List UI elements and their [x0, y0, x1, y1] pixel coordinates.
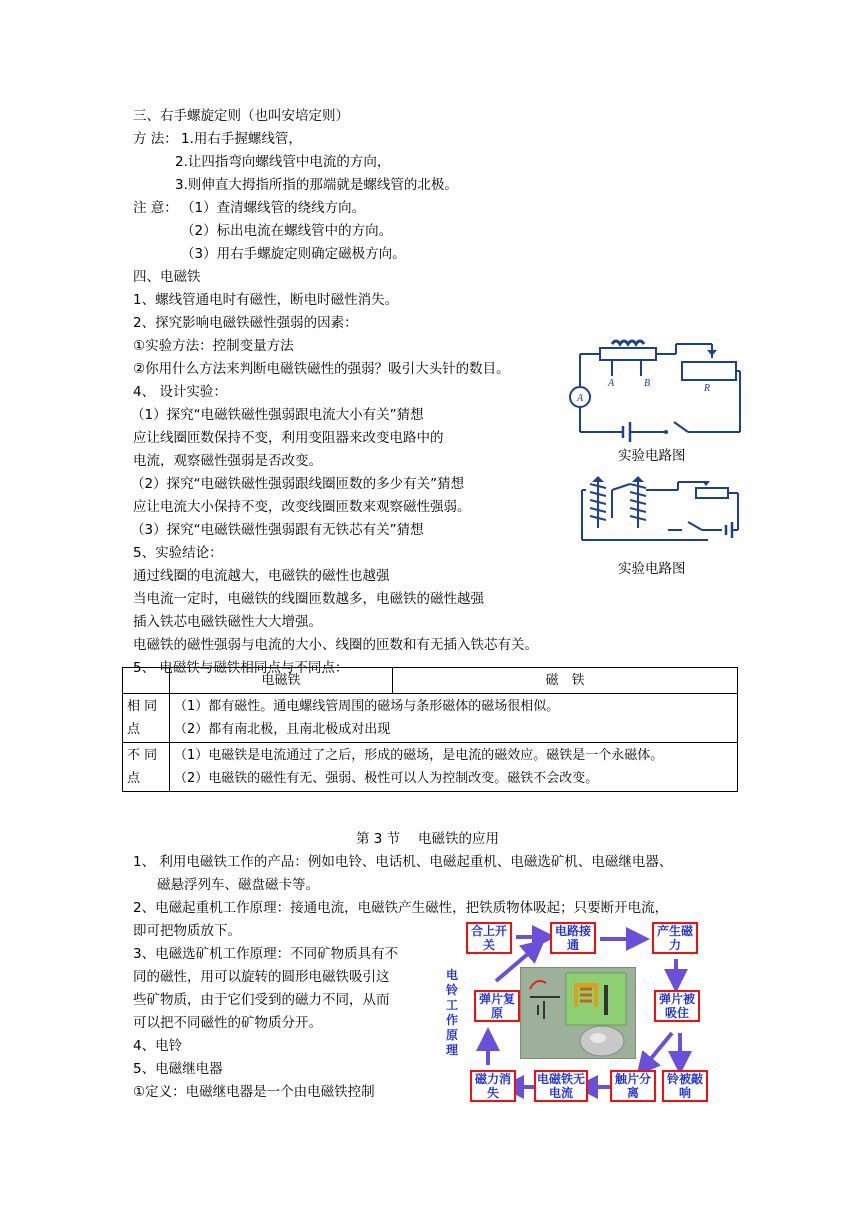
flow-step-contact-separate: 触片分离 — [610, 1070, 656, 1102]
method-step: 2.让四指弯向螺线管中电流的方向， — [175, 154, 391, 170]
text-line: 同的磁性，用可以旋转的圆形电磁铁吸引这 — [133, 969, 390, 985]
text-line: 磁悬浮列车、磁盘磁卡等。 — [157, 877, 319, 893]
text-line: 1、 利用电磁铁工作的产品：例如电铃、电话机、电磁起重机、电磁选矿机、电磁继电器、 — [133, 854, 673, 870]
text-line: 3、电磁选矿机工作原理：不同矿物质具有不 — [133, 946, 399, 962]
note-label: 注 意： — [133, 200, 178, 216]
flow-step-magnetism-gone: 磁力消失 — [470, 1070, 516, 1102]
circuit-diagram-coils — [578, 470, 744, 548]
text-line: 2、电磁起重机工作原理：接通电流，电磁铁产生磁性，把铁质物体吸起；只要断开电流， — [133, 900, 669, 916]
text-line: 5、 电磁铁与磁铁相同点与不同点： — [133, 660, 349, 676]
method-label: 方 法： — [133, 131, 178, 147]
point-b-label: B — [644, 378, 651, 389]
flow-step-circuit-on: 电路接通 — [550, 922, 596, 954]
flow-step-spring-reset: 弹片复原 — [474, 990, 520, 1022]
row-header: 不 同 点 — [123, 743, 170, 792]
table-cell: （1）都有磁性。通电螺线管周围的磁场与条形磁体的磁场很相似。 （2）都有南北极，且南北极成对出现 — [170, 694, 738, 743]
text-line: 1、螺线管通电时有磁性，断电时磁性消失。 — [133, 292, 399, 308]
text-line: ①定义：电磁继电器是一个由电磁铁控制 — [133, 1084, 375, 1100]
text-line: 当电流一定时，电磁铁的线圈匝数越多，电磁铁的磁性越强 — [133, 591, 484, 607]
point-a-label: A — [608, 378, 615, 389]
text-line: ①实验方法：控制变量方法 — [133, 338, 294, 354]
text-line: （3）探究“电磁铁磁性强弱跟有无铁芯有关”猜想 — [131, 522, 424, 538]
text-line: 2、探究影响电磁铁磁性强弱的因素： — [133, 315, 358, 331]
column-header: 电磁铁 — [170, 668, 393, 694]
column-header: 磁 铁 — [393, 668, 738, 694]
text-line: 电磁铁的磁性强弱与电流的大小、线圈的匝数和有无插入铁芯有关。 — [133, 637, 538, 653]
text-line: 可以把不同磁性的矿物质分开。 — [133, 1015, 322, 1031]
row-header: 相 同 点 — [123, 694, 170, 743]
circuit-caption: 实验电路图 — [618, 448, 686, 464]
flow-step-magnetism: 产生磁力 — [652, 922, 698, 954]
method-step: 1.用右手握螺线管， — [181, 131, 302, 147]
text-line: 通过线圈的电流越大，电磁铁的磁性也越强 — [133, 568, 390, 584]
text-line: 4、电铃 — [133, 1038, 183, 1054]
flow-step-close-switch: 合上开关 — [466, 922, 512, 954]
text-line: ②你用什么方法来判断电磁铁磁性的强弱？吸引大头针的数目。 — [133, 361, 510, 377]
resistor-label: R — [704, 383, 711, 394]
text-line: 应让电流大小保持不变，改变线圈匝数来观察磁性强弱。 — [133, 499, 471, 515]
table-row — [123, 694, 738, 743]
section-title: 第 3 节 电磁铁的应用 — [356, 831, 499, 847]
note-item: （3）用右手螺旋定则确定磁极方向。 — [181, 246, 406, 262]
flow-step-spring-attracted: 弹片被吸住 — [654, 990, 700, 1022]
note-item: （1）查清螺线管的绕线方向。 — [181, 200, 366, 216]
circuit-diagram-rheostat — [566, 336, 746, 442]
circuit-caption: 实验电路图 — [618, 561, 686, 577]
text-line: 5、电磁继电器 — [133, 1061, 223, 1077]
table-corner-cell — [123, 668, 170, 694]
text-line: 电流，观察磁性强弱是否改变。 — [133, 453, 322, 469]
comparison-table — [122, 667, 738, 792]
text-line: 即可把物质放下。 — [133, 923, 241, 939]
text-line: （1）探究“电磁铁磁性强弱跟电流大小有关”猜想 — [131, 407, 424, 423]
text-line: 插入铁芯电磁铁磁性大大增强。 — [133, 614, 322, 630]
flow-step-bell-rings: 铃被敲响 — [662, 1070, 708, 1102]
text-line: 些矿物质，由于它们受到的磁力不同，从而 — [133, 992, 390, 1008]
text-line: （2）探究“电磁铁磁性强弱跟线圈匝数的多少有关”猜想 — [131, 476, 465, 492]
method-step: 3.则伸直大拇指所指的那端就是螺线管的北极。 — [175, 177, 458, 193]
section-heading-electromagnet: 四、电磁铁 — [133, 269, 201, 285]
bell-diagram-label: 电铃工作原理 — [445, 968, 458, 1057]
text-line: 应让线圈匝数保持不变，利用变阻器来改变电路中的 — [133, 430, 444, 446]
ammeter-label: A — [576, 393, 584, 404]
section-heading-right-hand-rule: 三、右手螺旋定则（也叫安培定则） — [133, 108, 349, 124]
table-row — [123, 743, 738, 792]
text-line: 5、实验结论： — [133, 545, 223, 561]
table-header-row — [123, 668, 738, 694]
text-line: 4、 设计实验： — [133, 384, 227, 400]
table-cell: （1）电磁铁是电流通过了之后，形成的磁场，是电流的磁效应。磁铁是一个永磁体。 （2）电磁铁的磁性有无、强弱、极性可以人为控制改变。磁铁不会改变。 — [170, 743, 738, 792]
flow-step-no-current: 电磁铁无电流 — [534, 1070, 588, 1102]
note-item: （2）标出电流在螺线管中的方向。 — [181, 223, 393, 239]
